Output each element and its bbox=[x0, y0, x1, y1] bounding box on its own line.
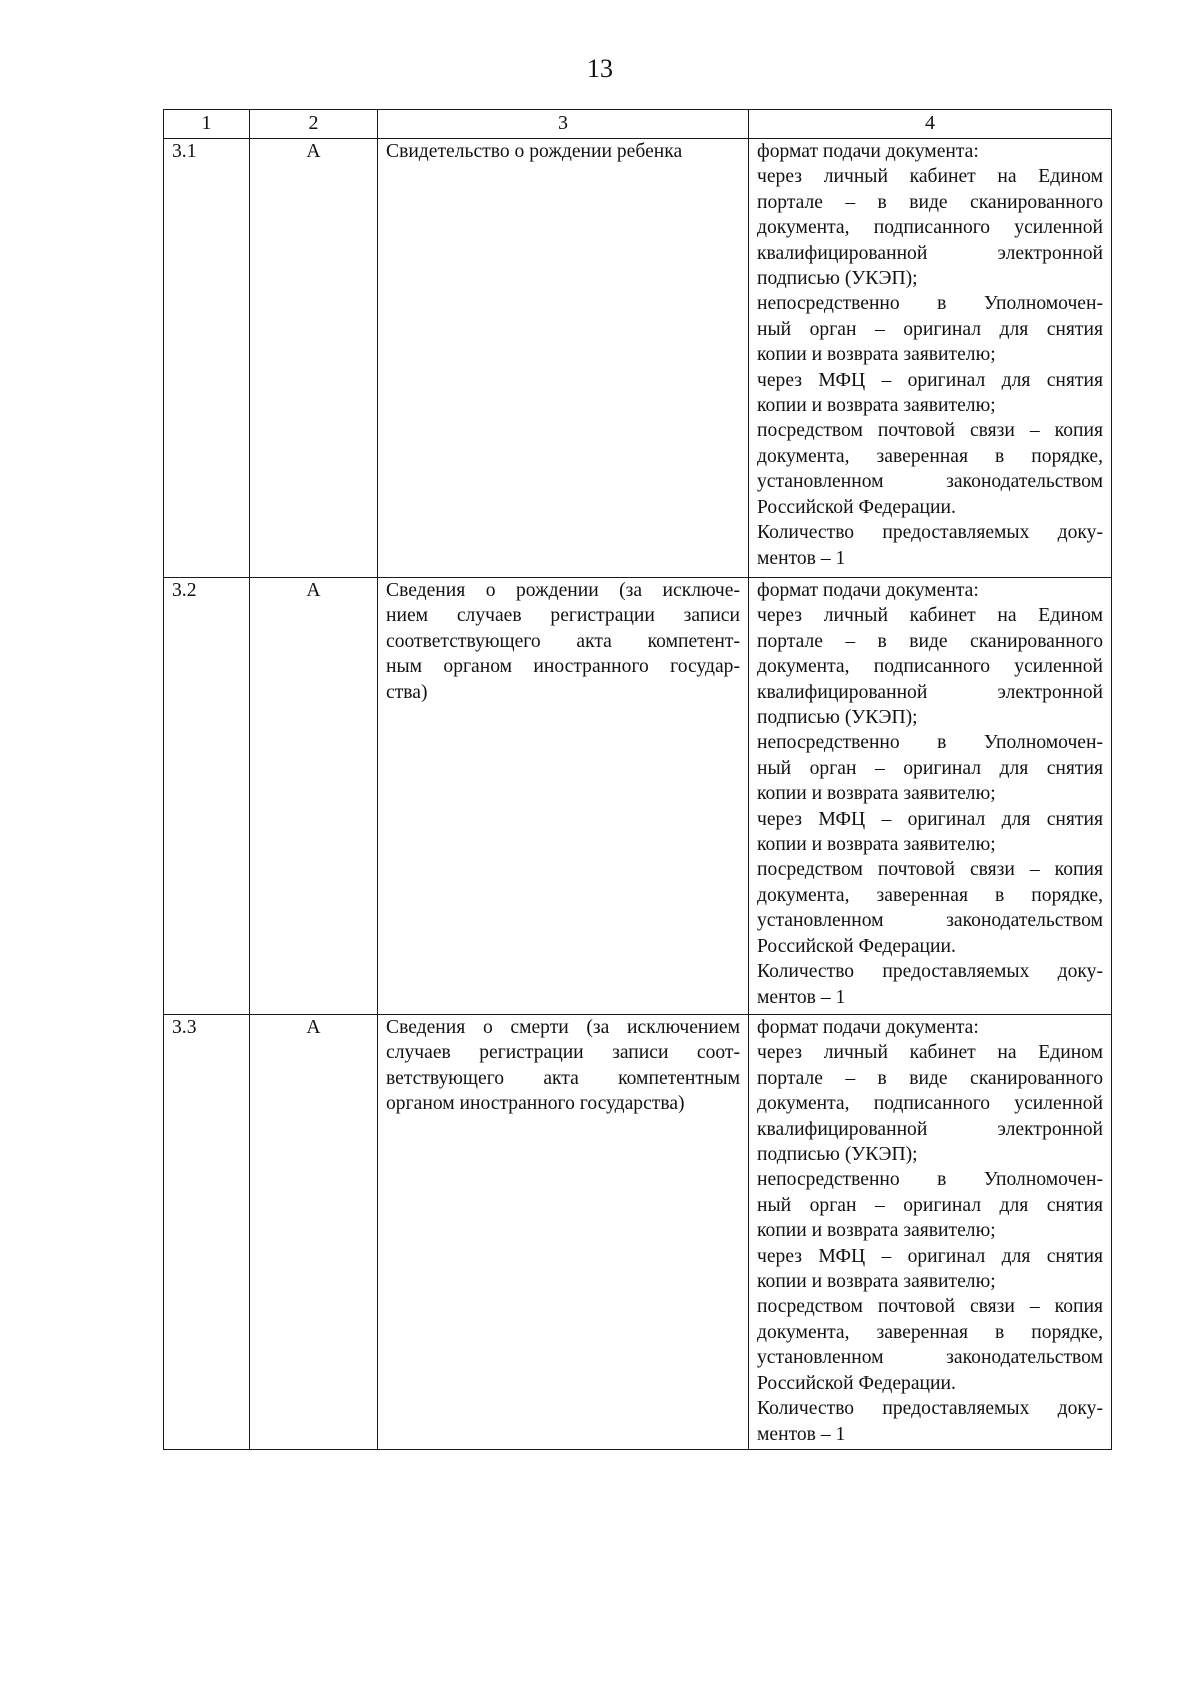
row-category: А bbox=[250, 1015, 378, 1450]
text-line: Количество предоставляемых доку- bbox=[757, 1398, 1103, 1420]
row-number: 3.1 bbox=[164, 139, 250, 578]
text-line: ный орган – оригинал для снятия bbox=[757, 1194, 1103, 1216]
text-line: органом иностранного государства) bbox=[386, 1093, 685, 1115]
submission-format bbox=[749, 139, 1112, 578]
row-category: А bbox=[250, 578, 378, 1015]
text-line: портале – в виде сканированного bbox=[757, 1067, 1103, 1089]
column-header-3: 3 bbox=[378, 110, 749, 139]
text-line: ный орган – оригинал для снятия bbox=[757, 318, 1103, 340]
text-line: Сведения о смерти (за исключением bbox=[386, 1017, 740, 1038]
text-line: подписью (УКЭП); bbox=[757, 1144, 918, 1166]
text-line: ментов – 1 bbox=[757, 547, 846, 569]
text-line: Сведения о рождении (за исключе- bbox=[386, 580, 740, 601]
document-name bbox=[378, 139, 749, 578]
text-line: посредством почтовой связи – копия bbox=[757, 859, 1103, 881]
document-name bbox=[378, 578, 749, 1015]
text-line: через личный кабинет на Едином bbox=[757, 605, 1103, 627]
text-line: документа, подписанного усиленной bbox=[757, 217, 1103, 239]
text-line: установленном законодательством bbox=[757, 1347, 1103, 1369]
table-header-row bbox=[164, 110, 1112, 139]
text-line: формат подачи документа: bbox=[757, 141, 979, 162]
text-line: квалифицированной электронной bbox=[757, 681, 1103, 703]
row-number: 3.3 bbox=[164, 1015, 250, 1450]
text-line: нием случаев регистрации записи bbox=[386, 605, 740, 627]
text-line: копии и возврата заявителю; bbox=[757, 1271, 996, 1293]
text-line: документа, подписанного усиленной bbox=[757, 656, 1103, 678]
text-line: через МФЦ – оригинал для снятия bbox=[757, 1245, 1103, 1267]
text-line: через МФЦ – оригинал для снятия bbox=[757, 369, 1103, 391]
text-line: установленном законодательством bbox=[757, 471, 1103, 493]
text-line: копии и возврата заявителю; bbox=[757, 395, 996, 417]
text-line: документа, заверенная в порядке, bbox=[757, 884, 1103, 906]
text-line: портале – в виде сканированного bbox=[757, 630, 1103, 652]
document-name bbox=[378, 1015, 749, 1450]
row-category: А bbox=[250, 139, 378, 578]
text-line: непосредственно в Уполномочен- bbox=[757, 1169, 1103, 1191]
text-line: соответствующего акта компетент- bbox=[386, 630, 740, 652]
text-line: посредством почтовой связи – копия bbox=[757, 1296, 1103, 1318]
text-line: посредством почтовой связи – копия bbox=[757, 420, 1103, 442]
table-row bbox=[164, 1015, 1112, 1450]
text-line: через МФЦ – оригинал для снятия bbox=[757, 808, 1103, 830]
text-line: копии и возврата заявителю; bbox=[757, 1220, 996, 1242]
text-line: непосредственно в Уполномочен- bbox=[757, 293, 1103, 315]
text-line: Российской Федерации. bbox=[757, 496, 956, 518]
text-line: копии и возврата заявителю; bbox=[757, 783, 996, 805]
column-header-4: 4 bbox=[749, 110, 1112, 139]
text-line: документа, заверенная в порядке, bbox=[757, 445, 1103, 467]
text-line: документа, подписанного усиленной bbox=[757, 1093, 1103, 1115]
text-line: формат подачи документа: bbox=[757, 1017, 979, 1038]
text-line: непосредственно в Уполномочен- bbox=[757, 732, 1103, 754]
text-line: формат подачи документа: bbox=[757, 580, 979, 601]
text-line: Количество предоставляемых доку- bbox=[757, 522, 1103, 544]
text-line: через личный кабинет на Едином bbox=[757, 166, 1103, 188]
text-line: квалифицированной электронной bbox=[757, 242, 1103, 264]
text-line: установленном законодательством bbox=[757, 910, 1103, 932]
column-header-1: 1 bbox=[164, 110, 250, 139]
page-number: 13 bbox=[587, 54, 613, 83]
column-header-2: 2 bbox=[250, 110, 378, 139]
text-line: Свидетельство о рождении ребенка bbox=[386, 141, 683, 162]
text-line: ный орган – оригинал для снятия bbox=[757, 757, 1103, 779]
submission-format bbox=[749, 578, 1112, 1015]
submission-format bbox=[749, 1015, 1112, 1450]
text-line: ным органом иностранного государ- bbox=[386, 656, 740, 678]
text-line: подписью (УКЭП); bbox=[757, 707, 918, 729]
text-line: ства) bbox=[386, 681, 428, 703]
text-line: ментов – 1 bbox=[757, 1423, 846, 1445]
text-line: ментов – 1 bbox=[757, 986, 846, 1008]
row-number: 3.2 bbox=[164, 578, 250, 1015]
text-line: подписью (УКЭП); bbox=[757, 268, 918, 290]
text-line: копии и возврата заявителю; bbox=[757, 834, 996, 856]
text-line: случаев регистрации записи соот- bbox=[386, 1042, 740, 1064]
text-line: документа, заверенная в порядке, bbox=[757, 1321, 1103, 1343]
text-line: Количество предоставляемых доку- bbox=[757, 961, 1103, 983]
document-table bbox=[163, 109, 1112, 1450]
text-line: через личный кабинет на Едином bbox=[757, 1042, 1103, 1064]
text-line: квалифицированной электронной bbox=[757, 1118, 1103, 1140]
text-line: Российской Федерации. bbox=[757, 1372, 956, 1394]
table-row bbox=[164, 139, 1112, 578]
text-line: ветствующего акта компетентным bbox=[386, 1067, 740, 1089]
text-line: портале – в виде сканированного bbox=[757, 191, 1103, 213]
text-line: копии и возврата заявителю; bbox=[757, 344, 996, 366]
text-line: Российской Федерации. bbox=[757, 935, 956, 957]
table-row bbox=[164, 578, 1112, 1015]
